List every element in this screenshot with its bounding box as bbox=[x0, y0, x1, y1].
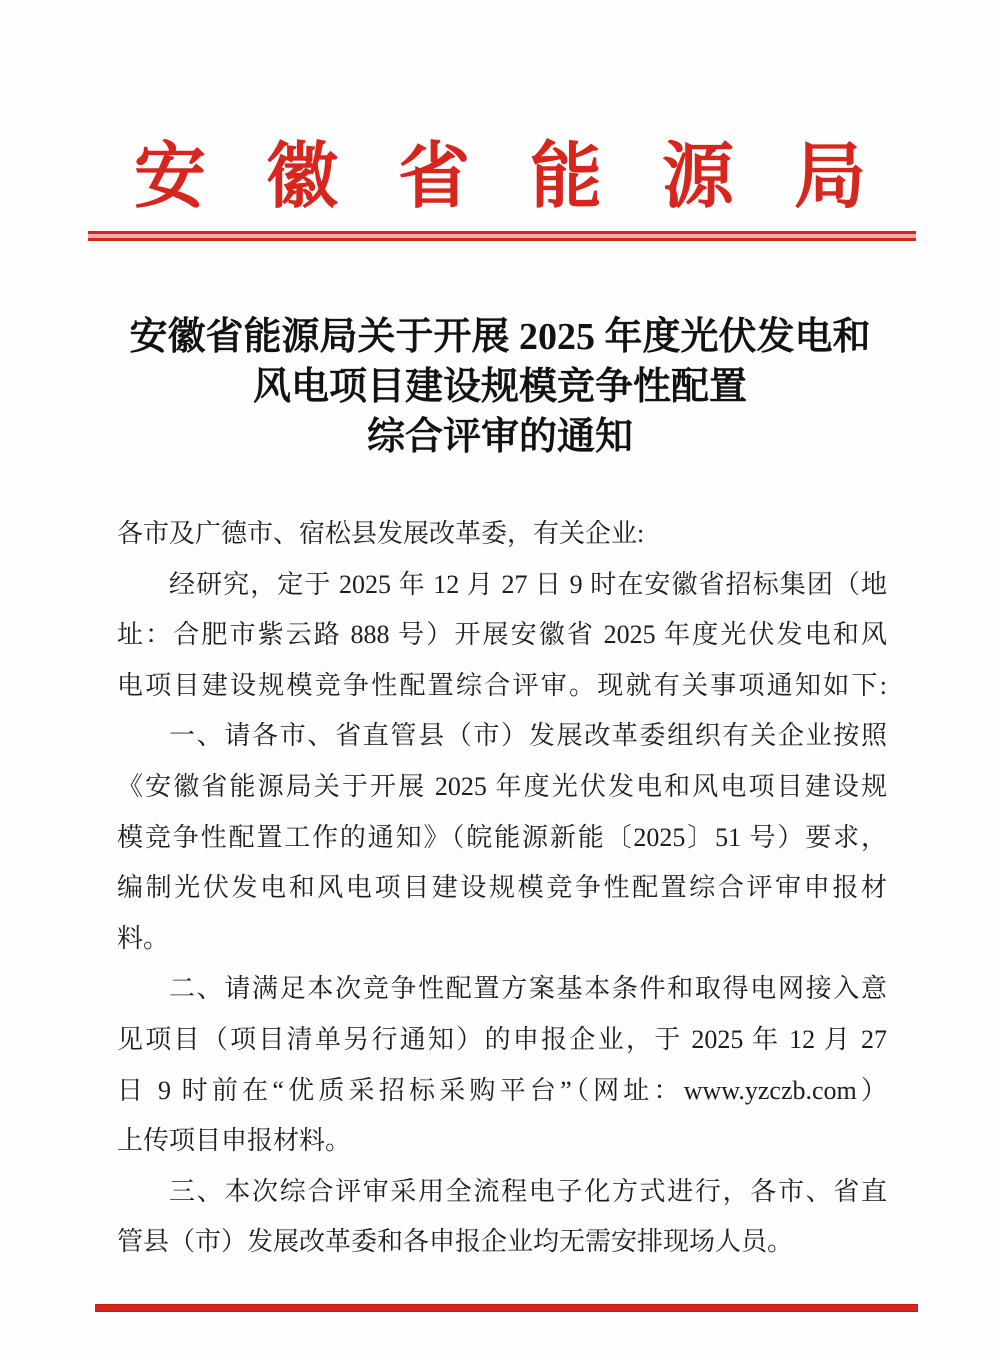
title-line-3: 综合评审的通知 bbox=[366, 416, 633, 458]
body-line: 日 9 时前在“优质采招标采购平台”（网址：www.yzczb.com） bbox=[117, 1075, 887, 1105]
body-line: 模竞争性配置工作的通知》（皖能源新能〔2025〕51 号）要求， bbox=[117, 822, 887, 852]
body-line: 见项目（项目清单另行通知）的申报企业，于 2025 年 12 月 27 bbox=[117, 1024, 887, 1054]
agency-masthead: 安徽省能源局 bbox=[133, 137, 926, 217]
salutation-line: 各市及广德市、宿松县发展改革委，有关企业: bbox=[117, 519, 645, 548]
body-line-item-1: 一、请各市、省直管县（市）发展改革委组织有关企业按照 bbox=[169, 721, 887, 751]
title-line-1: 安徽省能源局关于开展 2025 年度光伏发电和 bbox=[129, 316, 871, 358]
body-line: 经研究，定于 2025 年 12 月 27 日 9 时在安徽省招标集团（地 bbox=[169, 569, 887, 599]
body-line: 址：合肥市紫云路 888 号）开展安徽省 2025 年度光伏发电和风 bbox=[117, 620, 887, 650]
body-line-item-3: 三、本次综合评审采用全流程电子化方式进行，各市、省直 bbox=[169, 1176, 887, 1206]
document-body bbox=[117, 509, 887, 1268]
body-line: 《安徽省能源局关于开展 2025 年度光伏发电和风电项目建设规 bbox=[117, 771, 887, 801]
body-line: 料。 bbox=[117, 923, 170, 953]
body-line: 管县（市）发展改革委和各申报企业均无需安排现场人员。 bbox=[117, 1227, 794, 1257]
footer-rule bbox=[95, 1304, 918, 1312]
body-line: 编制光伏发电和风电项目建设规模竞争性配置综合评审申报材 bbox=[117, 873, 887, 903]
title-line-2: 风电项目建设规模竞争性配置 bbox=[252, 366, 747, 408]
document-title bbox=[0, 312, 1000, 462]
body-line-item-2: 二、请满足本次竞争性配置方案基本条件和取得电网接入意 bbox=[169, 974, 887, 1004]
body-line: 上传项目申报材料。 bbox=[117, 1126, 352, 1156]
masthead-double-rule bbox=[88, 231, 916, 241]
body-line: 电项目建设规模竞争性配置综合评审。现就有关事项通知如下: bbox=[117, 670, 887, 700]
